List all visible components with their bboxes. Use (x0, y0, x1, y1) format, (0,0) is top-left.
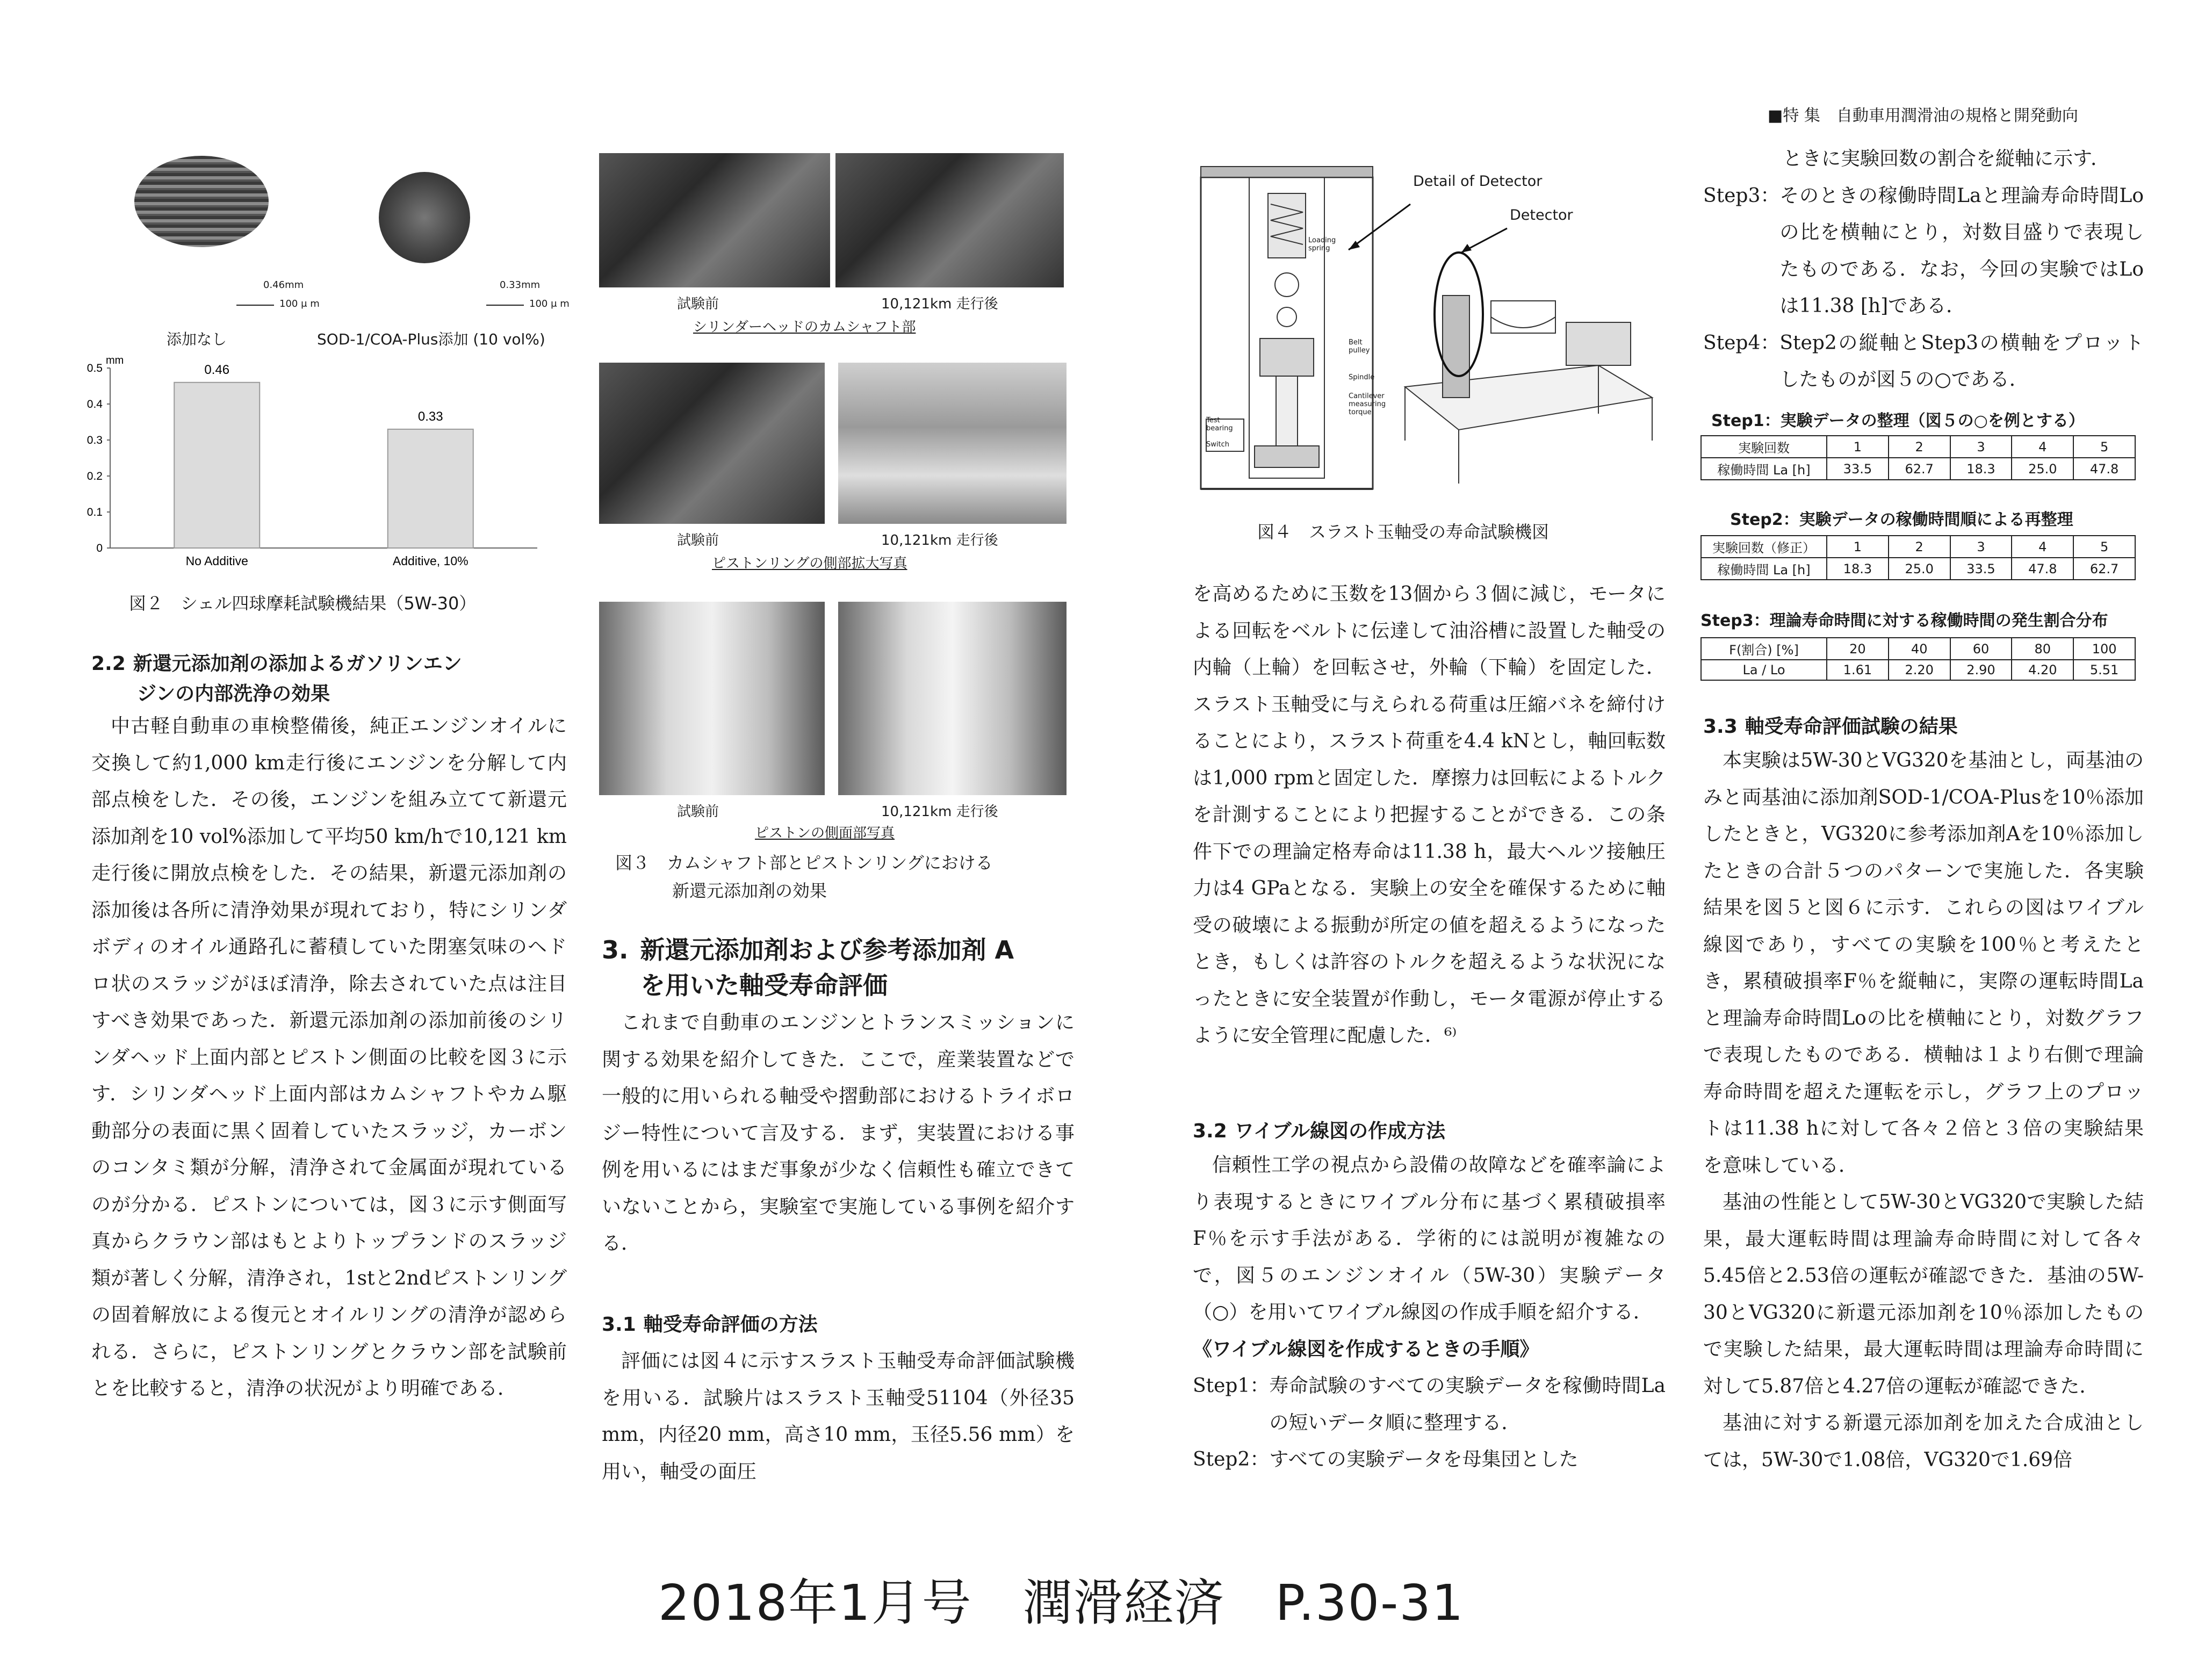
table-cell: 4 (2012, 536, 2073, 558)
image-label-no-additive: 添加なし (167, 330, 227, 348)
section-2-2-body (91, 708, 567, 1408)
table-cell: F(割合) [%] (1701, 638, 1827, 660)
step-1 (1193, 1368, 1666, 1441)
step-text: すべての実験データを母集団とした (1269, 1448, 1579, 1470)
table-1 (1700, 435, 2136, 480)
part-label-test-bearing: Test bearing (1206, 416, 1233, 432)
table-cell: 33.5 (1827, 458, 1889, 480)
figure-3-caption (615, 849, 993, 905)
section-3-3-body (1703, 742, 2144, 1479)
table-cell: 40 (1889, 638, 1950, 660)
section-title-line: 新還元添加剤の添加よるガソリンエン (133, 653, 462, 675)
part-label-belt-pulley: Belt pulley (1349, 338, 1370, 355)
table-cell: 80 (2012, 638, 2073, 660)
figure-4-caption: 図４ スラスト玉軸受の寿命試験機図 (1257, 522, 1550, 542)
page-citation: 2018年1月号 潤滑経済 P.30-31 (658, 1574, 1465, 1632)
section-3-2-heading (1193, 1116, 1445, 1147)
section-3-1-body (602, 1343, 1075, 1490)
table-3-title: Step3：理論寿命時間に対する稼働時間の発生割合分布 (1700, 611, 2108, 630)
step-2-continued: ときに実験回数の割合を縦軸に示す． (1783, 148, 2110, 170)
camshaft-after-photo (835, 153, 1064, 287)
camshaft-before-photo (599, 153, 830, 287)
section-title-line: を用いた軸受寿命評価 (640, 971, 888, 1000)
table-cell: 4 (2012, 436, 2073, 458)
x-tick-label: Additive, 10% (392, 554, 469, 568)
table-row (1701, 536, 2135, 558)
table-cell: 62.7 (2073, 558, 2135, 580)
paragraph: 中古軽自動車の車検整備後，純正エンジンオイルに交換して約1,000 km走行後にエンジンを分解して内部点検をした．その後，エンジンを組み立てて新還元添加剤を10 vol%添加して平均50 km/hで10,121 km走行後に開放点検をした．その結果，新還元添加剤の添加後は各所に清浄効果が現れており，特にシリンダボディのオイル通路孔に蓄積していた閉塞気味のヘドロ状のスラッジがほぼ清浄，除去されていた点は注目すべき効果であった．新還元添加剤の添加前後のシリンダヘッド上面内部とピストン側面の比較を図３に示す．シリンダヘッド上面内部はカムシャフトやカム駆動部分の表面に黒く固着していたスラッジ，カーボンのコンタミ類が分解，清浄されて金属面が現れているのが分かる．ピストンについては，図３に示す側面写真からクラウン部はもとよりトップランドのスラッジ類が著しく分解，清浄され，1stと2ndピストンリングの固着解放による復元とオイルリングの清浄が認められる．さらに，ピストンリングとクラウン部を試験前とを比較すると，清浄の状況がより明確である． (91, 715, 567, 1400)
part-label-switch: Switch (1206, 441, 1229, 449)
y-tick-label: 0 (96, 542, 103, 554)
table-cell: 20 (1827, 638, 1889, 660)
bar (388, 429, 473, 548)
section-number: 3.2 (1193, 1120, 1227, 1142)
detail-of-detector-label: Detail of Detector (1413, 173, 1543, 190)
bar-data-label: 0.46 (204, 362, 230, 377)
column-3-body (1193, 576, 1666, 1055)
running-header (1768, 102, 2078, 126)
step-text: そのときの稼働時間Laと理論寿命時間Loの比を横軸にとり，対数目盛りで表現したものである．なお，今回の実験ではLoは11.38 [h]である． (1779, 184, 2144, 317)
table-1-title: Step1：実験データの整理（図５の○を例とする） (1711, 412, 2085, 430)
section-number: 3.1 (602, 1314, 636, 1336)
table-cell: 18.3 (1827, 558, 1889, 580)
y-tick-label: 0.5 (87, 362, 103, 374)
section-number: 3.3 (1703, 716, 1738, 738)
table-cell: 47.8 (2012, 558, 2073, 580)
step-label: Step4： (1703, 331, 1780, 354)
table-cell: 60 (1950, 638, 2012, 660)
table-cell: 47.8 (2073, 458, 2135, 480)
piston-before-photo (599, 602, 825, 795)
y-tick-label: 0.1 (87, 506, 103, 518)
table-2 (1700, 535, 2136, 580)
table-cell: 稼働時間 La [h] (1701, 458, 1827, 480)
table-cell: 1.61 (1827, 660, 1889, 680)
table-cell: 2.20 (1889, 660, 1950, 680)
section-title-line: 新還元添加剤および参考添加剤 A (640, 935, 1014, 964)
paragraph: 基油に対する新還元添加剤を加えた合成油としては，5W-30で1.08倍，VG320で1.69倍 (1703, 1412, 2144, 1471)
table-cell: 62.7 (1889, 458, 1950, 480)
table-row (1701, 436, 2135, 458)
table-cell: 5 (2073, 436, 2135, 458)
section-title-line: ジンの内部洗浄の効果 (137, 683, 330, 705)
bar (174, 383, 260, 548)
header-title: 自動車用潤滑油の規格と開発動向 (1836, 106, 2078, 125)
header-section: 特 集 (1783, 106, 1820, 125)
wear-scar-photo-left (134, 156, 269, 247)
paragraph: を高めるために玉数を13個から３個に減じ，モータによる回転をベルトに伝達して油浴槽に設置した軸受の内輪（上輪）を回転させ，外輪（下輪）を固定した．スラスト玉軸受に与えられる荷重は圧縮バネを締付けることにより，スラスト荷重を4.4 kNとし，軸回転数は1,000 rpmと固定した．摩擦力は回転によるトルクを計測することにより把握することができる．この条件下での理論定格寿命は11.38 h，最大ヘルツ接触圧力は4 GPaとなる．実験上の安全を確保するために軸受の破壊による振動が所定の値を超えるようになったとき，もしくは許容のトルクを超えるような状況になったときに安全装置が作動し，モータ電源が停止するように安全管理に配慮した．⁶⁾ (1193, 583, 1666, 1047)
table-row (1701, 558, 2135, 580)
header-marker: ■ (1768, 106, 1783, 125)
step-label: Step1： (1193, 1375, 1270, 1397)
procedure-title: 《ワイブル線図を作成するときの手順》 (1193, 1338, 1539, 1360)
y-tick-label: 0.4 (87, 398, 103, 410)
figure-2-caption: 図２ シェル四球摩耗試験機結果（5W-30） (129, 593, 477, 614)
y-tick-label: 0.2 (87, 470, 103, 482)
label-before: 試験前 (677, 532, 719, 549)
scale-value-right: 0.33mm (500, 279, 541, 291)
table-cell: 1 (1827, 436, 1889, 458)
table-cell: 2 (1889, 536, 1950, 558)
thrust-bearing-tester-diagram (1190, 161, 1663, 505)
table-cell: 2 (1889, 436, 1950, 458)
section-3-heading (602, 932, 1085, 1003)
wear-scar-photo-right (379, 172, 470, 263)
table-row (1701, 638, 2135, 660)
table-cell: 3 (1950, 436, 2012, 458)
paragraph: 評価には図４に示すスラスト玉軸受寿命評価試験機を用いる．試験片はスラスト玉軸受51104（外径35 mm，内径20 mm，高さ10 mm，玉径5.56 mm）を用い，軸受の面圧 (602, 1350, 1075, 1483)
section-2-2-heading (91, 649, 564, 709)
paragraph: 基油の性能として5W-30とVG320で実験した結果，最大運転時間は理論寿命時間に対して各々5.45倍と2.53倍の運転が確認できた．基油の5W-30とVG320に新還元添加剤を10％添加したもので実験した結果，最大運転時間は理論寿命時間に対して5.87倍と4.27倍の運転が確認できた． (1703, 1191, 2144, 1397)
label-before: 試験前 (677, 804, 719, 820)
section-3-1-heading (602, 1310, 818, 1340)
bar-data-label: 0.33 (417, 409, 443, 424)
table-cell: 100 (2073, 638, 2135, 660)
scale-bar-right (486, 305, 524, 306)
caption-line: 新還元添加剤の効果 (672, 881, 827, 901)
y-axis-unit: mm (106, 355, 124, 366)
section-3-2-body (1193, 1147, 1666, 1479)
piston-ring-before-photo (599, 363, 825, 524)
table-cell: 実験回数（修正） (1701, 536, 1827, 558)
scale-bar-left (236, 305, 274, 306)
paragraph: これまで自動車のエンジンとトランスミッションに関する効果を紹介してきた．ここで，産業装置などで一般的に用いられる軸受や摺動部におけるトライボロジー特性について言及する．まず，実装置における事例を用いるにはまだ事象が少なく信頼性も確立できていないことから，実験室で実施している事例を紹介する． (602, 1012, 1075, 1254)
y-tick-label: 0.3 (87, 434, 103, 446)
piston-ring-after-photo (838, 363, 1067, 524)
table-cell: 3 (1950, 536, 2012, 558)
section-number: 3. (602, 935, 629, 964)
step-3 (1703, 178, 2144, 325)
detector-label: Detector (1510, 207, 1573, 223)
paragraph: 本実験は5W-30とVG320を基油とし，両基油のみと両基油に添加剤SOD-1/COA-Plusを10％添加したときと，VG320に参考添加剤Aを10％添加したときの合計５つのパターンで実施した．各実験結果を図５と図６に示す．これらの図はワイブル線図であり，すべての実験を100％と考えたとき，累積破損率F％を縦軸に，実際の運転時間Laと理論寿命時間Loの比を横軸にとり，対数グラフで表現したものである．横軸は１より右側で理論寿命時間を超えた運転を示し，グラフ上のプロットは11.38 hに対して各々２倍と３倍の実験結果を意味している． (1703, 749, 2144, 1177)
subcaption-piston: ピストンの側面部写真 (755, 825, 895, 841)
table-cell: 5 (2073, 536, 2135, 558)
step-4 (1703, 325, 2144, 399)
table-cell: La / Lo (1701, 660, 1827, 680)
step-label: Step3： (1703, 184, 1780, 207)
table-cell: 25.0 (1889, 558, 1950, 580)
label-after: 10,121km 走行後 (881, 296, 998, 312)
subcaption-piston-ring: ピストンリングの側部拡大写真 (712, 556, 907, 572)
part-label-spindle: Spindle (1349, 373, 1375, 381)
part-label-loading-spring: Loading spring (1308, 236, 1336, 253)
label-before: 試験前 (677, 296, 719, 312)
table-2-title: Step2：実験データの稼働時間順による再整理 (1730, 510, 2073, 529)
table-cell: 25.0 (2012, 458, 2073, 480)
section-title: ワイブル線図の作成方法 (1234, 1120, 1446, 1142)
scale-bar-label-left: 100 μ m (279, 298, 320, 309)
table-cell: 実験回数 (1701, 436, 1827, 458)
section-3-3-heading (1703, 712, 1958, 742)
wear-bar-chart (75, 352, 548, 578)
table-cell: 稼働時間 La [h] (1701, 558, 1827, 580)
table-3 (1700, 637, 2136, 681)
table-cell: 4.20 (2012, 660, 2073, 680)
table-cell: 1 (1827, 536, 1889, 558)
table-cell: 18.3 (1950, 458, 2012, 480)
part-label-cantilever: Cantilever measuring torque (1349, 392, 1386, 416)
label-after: 10,121km 走行後 (881, 532, 998, 549)
step-2 (1193, 1441, 1666, 1479)
step-text: 寿命試験のすべての実験データを稼働時間Laの短いデータ順に整理する． (1269, 1375, 1666, 1434)
section-3-body (602, 1005, 1075, 1263)
table-row (1701, 660, 2135, 680)
piston-after-photo (838, 602, 1067, 795)
section-title: 軸受寿命評価試験の結果 (1745, 716, 1958, 738)
column-4-steps (1703, 141, 2144, 399)
caption-line: 図３ カムシャフト部とピストンリングにおける (615, 853, 993, 873)
table-cell: 2.90 (1950, 660, 2012, 680)
section-title: 軸受寿命評価の方法 (643, 1314, 818, 1336)
x-tick-label: No Additive (185, 554, 248, 568)
image-label-additive: SOD-1/COA-Plus添加 (10 vol%) (317, 330, 545, 348)
table-cell: 5.51 (2073, 660, 2135, 680)
table-row (1701, 458, 2135, 480)
scale-bar-label-right: 100 μ m (529, 298, 570, 309)
step-text: Step2の縦軸とStep3の横軸をプロットしたものが図５の○である． (1779, 331, 2144, 391)
subcaption-camshaft: シリンダーヘッドのカムシャフト部 (693, 319, 916, 335)
section-number: 2.2 (91, 653, 126, 675)
scale-value-left: 0.46mm (263, 279, 304, 291)
paragraph: 信頼性工学の視点から設備の故障などを確率論により表現するときにワイブル分布に基づく累積破損率F％を示す手法がある．学術的には説明が複雑なので，図５のエンジンオイル（5W-30）実験データ（○）を用いてワイブル線図の作成手順を紹介する． (1193, 1154, 1666, 1323)
step-label: Step2： (1193, 1448, 1270, 1470)
label-after: 10,121km 走行後 (881, 804, 998, 820)
table-cell: 33.5 (1950, 558, 2012, 580)
